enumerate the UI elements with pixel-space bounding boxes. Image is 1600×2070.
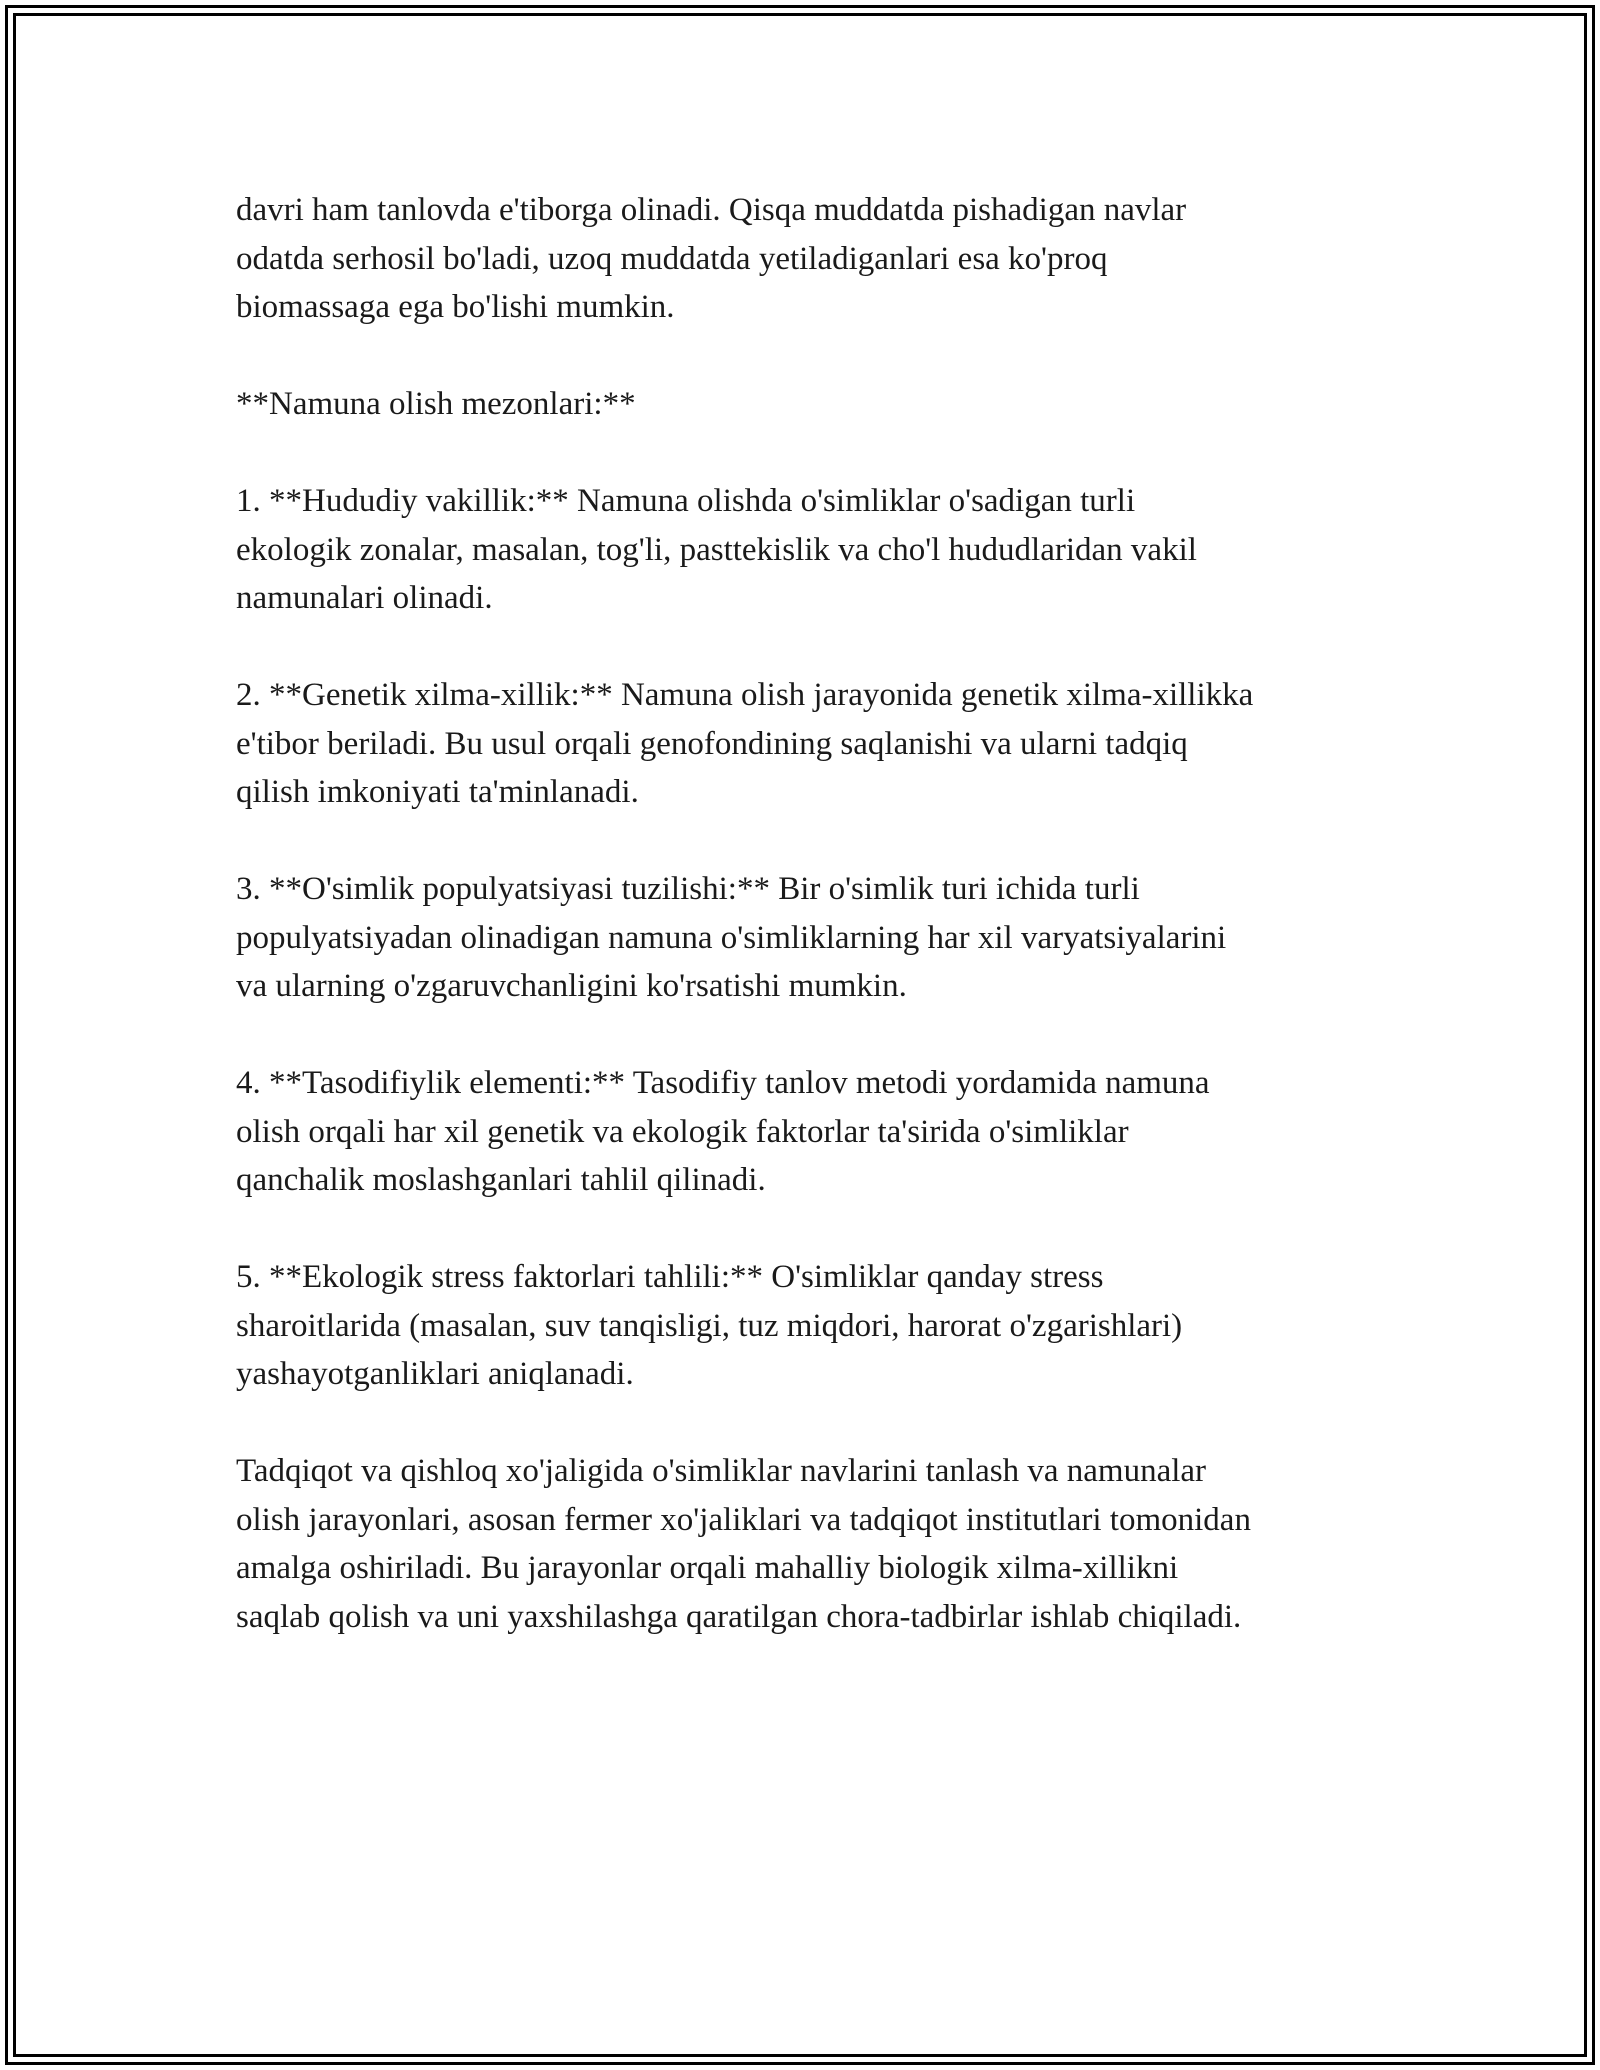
list-item-randomness-element: 4. **Tasodifiylik elementi:** Tasodifiy tanlov metodi yordamida namuna olish orqali har xil genetik va ekologik faktorlar ta'sirida o'simliklar qanchalik moslashganlari tahlil qilinadi.	[236, 1065, 1210, 1198]
section-heading-sampling-criteria: **Namuna olish mezonlari:**	[236, 386, 636, 422]
list-item-regional-representation: 1. **Hududiy vakillik:** Namuna olishda o'simliklar o'sadigan turli ekologik zonalar, masalan, tog'li, pasttekislik va cho'l hududlaridan vakil namunalari olinadi.	[236, 483, 1197, 616]
document-body	[236, 186, 1386, 1690]
list-item-genetic-diversity: 2. **Genetik xilma-xillik:** Namuna olish jarayonida genetik xilma-xillikka e'tibor beriladi. Bu usul orqali genofondining saqlanishi va ularni tadqiq qilish imkoniyati ta'minlanadi.	[236, 677, 1254, 810]
paragraph-conclusion: Tadqiqot va qishloq xo'jaligida o'simliklar navlarini tanlash va namunalar olish jarayonlari, asosan fermer xo'jaliklari va tadqiqot institutlari tomonidan amalga oshiriladi. Bu jarayonlar orqali mahalliy biologik xilma-xillikni saqlab qolish va uni yaxshilashga qaratilgan chora-tadbirlar ishlab chiqiladi.	[236, 1453, 1251, 1635]
list-item-ecological-stress: 5. **Ekologik stress faktorlari tahlili:** O'simliklar qanday stress sharoitlarida (masalan, suv tanqisligi, tuz miqdori, harorat o'zgarishlari) yashayotganliklari aniqlanadi.	[236, 1259, 1183, 1392]
paragraph-intro-continuation: davri ham tanlovda e'tiborga olinadi. Qisqa muddatda pishadigan navlar odatda serhosil bo'ladi, uzoq muddatda yetiladiganlari esa ko'proq biomassaga ega bo'lishi mumkin.	[236, 192, 1187, 325]
list-item-population-structure: 3. **O'simlik populyatsiyasi tuzilishi:** Bir o'simlik turi ichida turli populyatsiyadan olinadigan namuna o'simliklarning har xil varyatsiyalarini va ularning o'zgaruvchanligini ko'rsatishi mumkin.	[236, 871, 1227, 1004]
